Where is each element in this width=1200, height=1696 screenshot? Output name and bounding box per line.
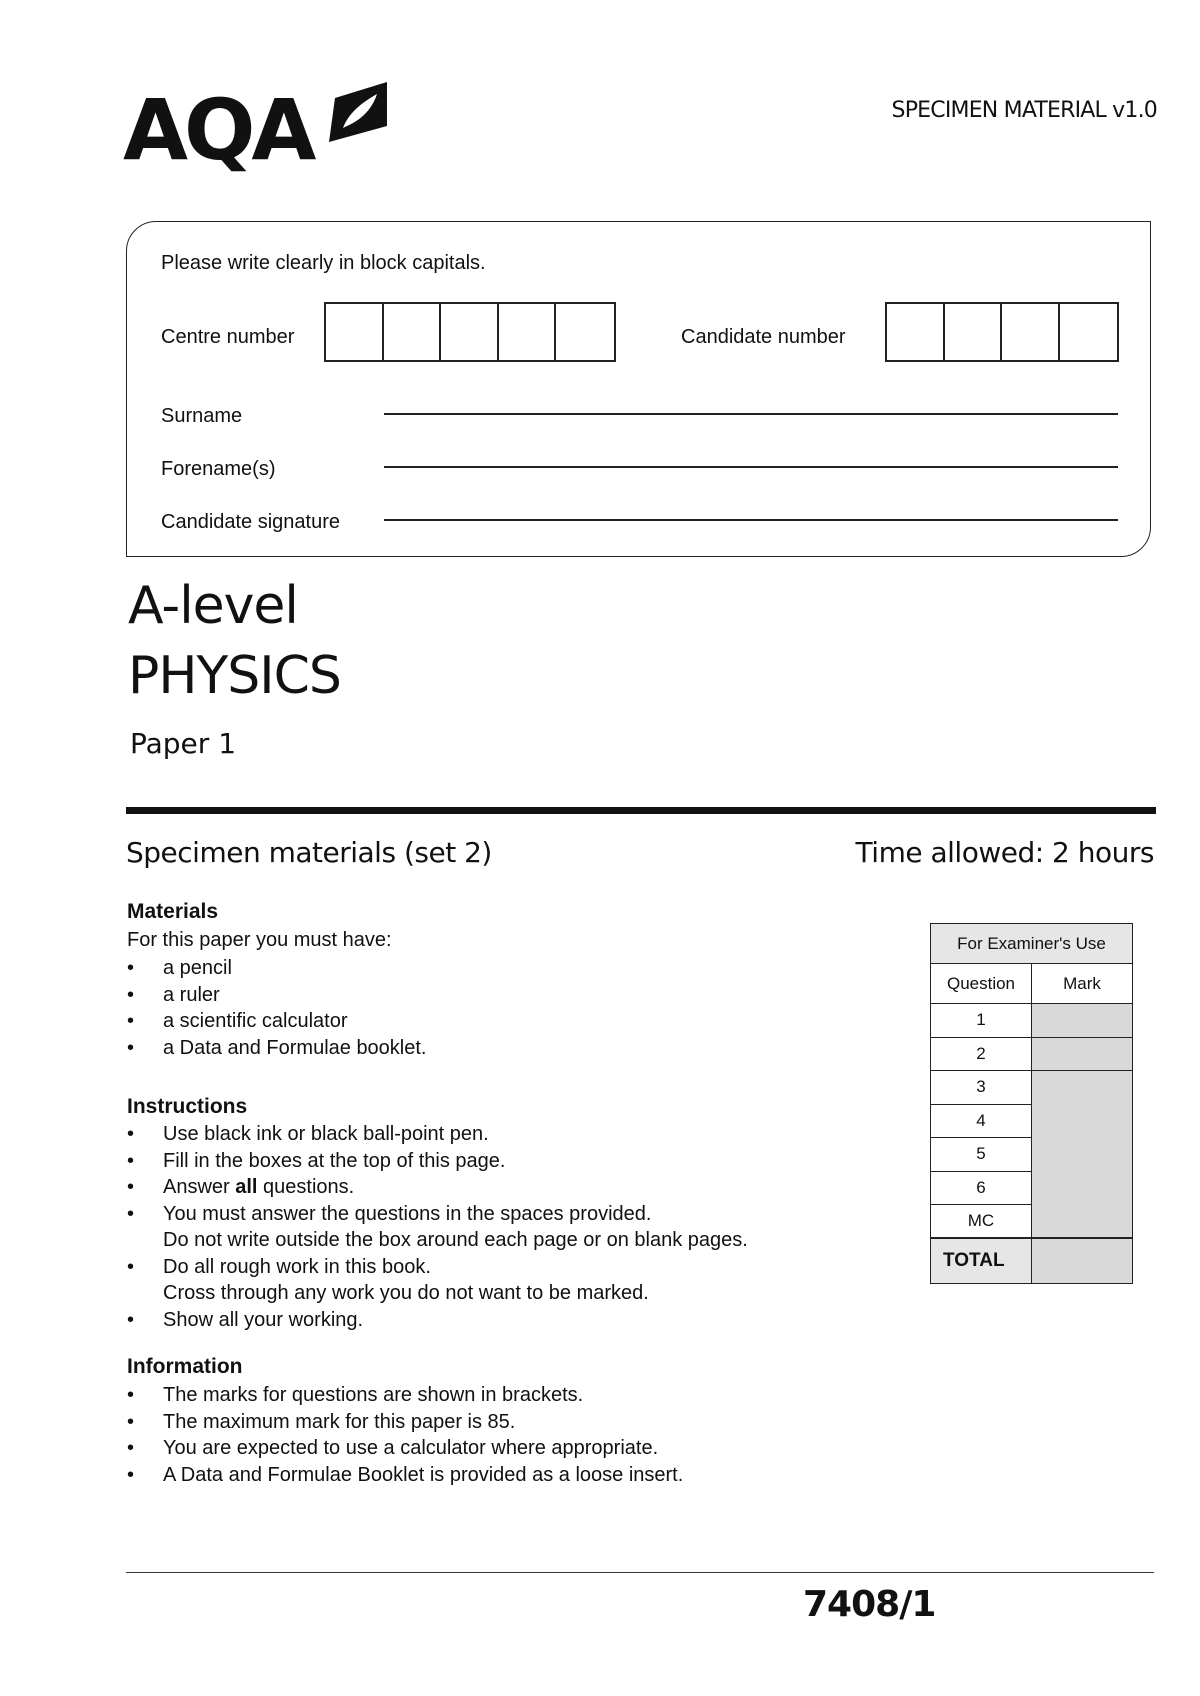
list-item: • Answer all questions. <box>127 1174 748 1201</box>
surname-line[interactable] <box>384 413 1118 415</box>
bullet-icon: • <box>127 1463 135 1486</box>
title-divider <box>126 807 1156 814</box>
centre-number-digit-box[interactable] <box>441 304 499 360</box>
table-row <box>931 1004 1133 1038</box>
mark-column-header: Mark <box>1032 964 1133 1004</box>
subject-title: PHYSICS <box>128 646 341 706</box>
examiners-use-title: For Examiner's Use <box>931 924 1133 964</box>
forenames-label: Forename(s) <box>161 458 276 480</box>
centre-number-digit-box[interactable] <box>499 304 557 360</box>
question-number: 6 <box>931 1171 1032 1205</box>
bullet-icon: • <box>127 1010 135 1032</box>
materials-heading: Materials <box>127 900 219 923</box>
aqa-logo-text: AQA <box>123 81 313 179</box>
specimen-set-label: Specimen materials (set 2) <box>126 836 492 869</box>
examiners-use-table <box>930 923 1133 1284</box>
paper-number: Paper 1 <box>130 727 237 760</box>
total-mark-cell[interactable] <box>1032 1238 1133 1283</box>
mark-cell[interactable] <box>1032 1037 1133 1071</box>
bullet-icon: • <box>127 983 135 1006</box>
centre-number-digit-box[interactable] <box>326 304 384 360</box>
qualification-level: A-level <box>128 576 298 636</box>
total-label: TOTAL <box>931 1238 1032 1283</box>
signature-line[interactable] <box>384 519 1118 521</box>
table-row <box>931 1037 1133 1071</box>
candidate-number-digit-box[interactable] <box>887 304 945 360</box>
centre-number-digit-box[interactable] <box>384 304 442 360</box>
bullet-icon: • <box>127 957 135 979</box>
instructions-list <box>127 1121 748 1333</box>
instructions-heading: Instructions <box>127 1095 248 1118</box>
centre-number-label: Centre number <box>161 326 295 348</box>
block-capitals-instruction: Please write clearly in block capitals. <box>161 252 486 274</box>
candidate-number-digit-box[interactable] <box>1002 304 1060 360</box>
candidate-number-digit-box[interactable] <box>945 304 1003 360</box>
surname-label: Surname <box>161 405 243 427</box>
list-item: • The maximum mark for this paper is 85. <box>127 1409 683 1436</box>
total-row <box>931 1238 1133 1283</box>
question-number: 4 <box>931 1104 1032 1138</box>
list-item: • a pencil <box>127 955 427 982</box>
list-item: • a Data and Formulae booklet. <box>127 1035 427 1062</box>
centre-number-digit-box[interactable] <box>556 304 614 360</box>
list-item: • a ruler <box>127 982 427 1009</box>
list-item: • Use black ink or black ball-point pen. <box>127 1121 748 1148</box>
bullet-icon: • <box>127 1176 135 1198</box>
bullet-icon: • <box>127 1437 135 1459</box>
list-item: • You must answer the questions in the spaces provided. Do not write outside the box around each page or on blank pages. <box>127 1202 748 1251</box>
list-item: • Fill in the boxes at the top of this page. <box>127 1148 748 1175</box>
list-item: • A Data and Formulae Booklet is provided as a loose insert. <box>127 1462 683 1489</box>
bullet-icon: • <box>127 1308 135 1331</box>
paper-code: 7408/1 <box>803 1584 936 1625</box>
mark-cell[interactable] <box>1032 1004 1133 1038</box>
leaf-icon <box>329 82 387 142</box>
materials-intro: For this paper you must have: <box>127 929 392 951</box>
information-list <box>127 1382 683 1488</box>
bullet-icon: • <box>127 1123 135 1145</box>
question-number: MC <box>931 1205 1032 1239</box>
list-item: • The marks for questions are shown in brackets. <box>127 1382 683 1409</box>
candidate-details-box <box>126 221 1151 557</box>
candidate-number-label: Candidate number <box>681 326 846 348</box>
bullet-icon: • <box>127 1036 135 1059</box>
list-item: • a scientific calculator <box>127 1008 427 1035</box>
specimen-label: SPECIMEN MATERIAL v1.0 <box>891 98 1157 123</box>
question-number: 3 <box>931 1071 1032 1105</box>
bullet-icon: • <box>127 1149 135 1172</box>
time-allowed: Time allowed: 2 hours <box>855 836 1154 869</box>
forenames-line[interactable] <box>384 466 1118 468</box>
question-number: 2 <box>931 1037 1032 1071</box>
list-item: • Do all rough work in this book. Cross through any work you do not want to be marked. <box>127 1255 649 1304</box>
question-number: 5 <box>931 1138 1032 1172</box>
question-column-header: Question <box>931 964 1032 1004</box>
footer-divider <box>126 1572 1154 1573</box>
list-item: • Show all your working. <box>127 1307 748 1334</box>
signature-label: Candidate signature <box>161 511 341 533</box>
information-heading: Information <box>127 1355 243 1378</box>
materials-list <box>127 955 427 1061</box>
candidate-number-boxes[interactable] <box>885 302 1119 362</box>
bullet-icon: • <box>127 1255 135 1278</box>
mark-cell[interactable] <box>1032 1071 1133 1239</box>
bullet-icon: • <box>127 1384 135 1406</box>
candidate-number-digit-box[interactable] <box>1060 304 1118 360</box>
aqa-logo <box>123 82 389 178</box>
bullet-icon: • <box>127 1410 135 1433</box>
question-number: 1 <box>931 1004 1032 1038</box>
list-item: • You are expected to use a calculator where appropriate. <box>127 1435 683 1462</box>
centre-number-boxes[interactable] <box>324 302 616 362</box>
table-row <box>931 1071 1133 1105</box>
bullet-icon: • <box>127 1202 135 1225</box>
